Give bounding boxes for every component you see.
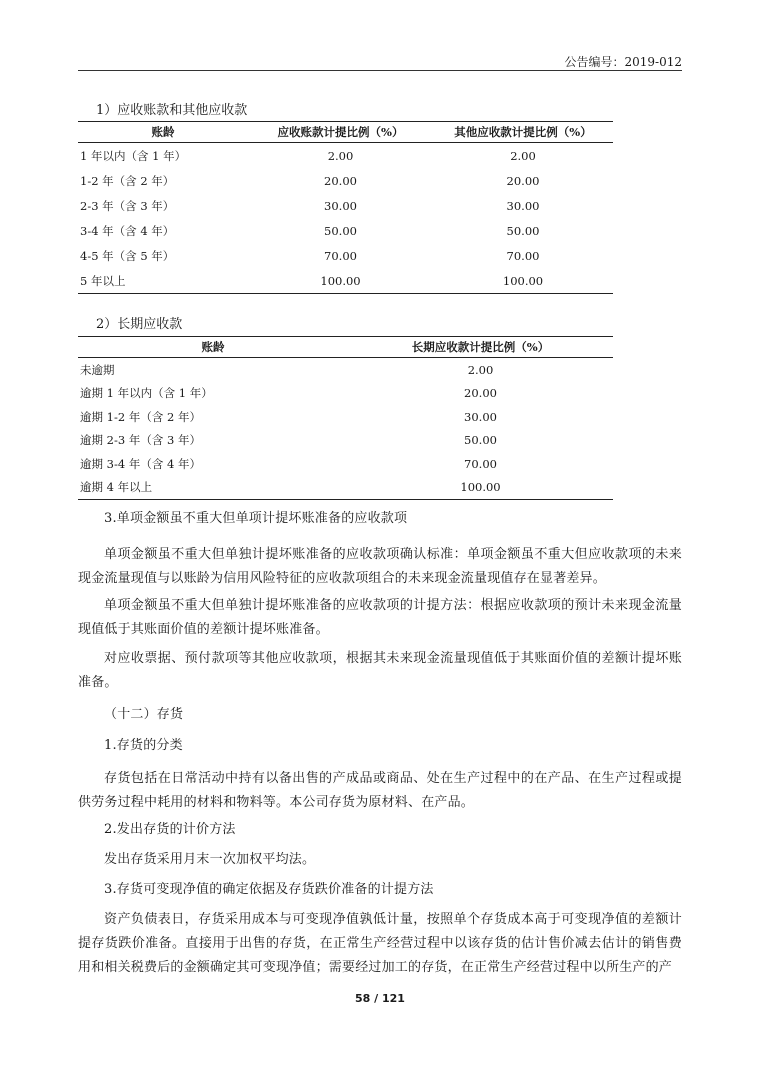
ratio-cell: 100.00 xyxy=(348,476,613,500)
table-row xyxy=(78,218,613,243)
header-divider xyxy=(78,70,682,71)
age-cell: 未逾期 xyxy=(80,362,115,377)
item-heading: 3.存货可变现净值的确定依据及存货跌价准备的计提方法 xyxy=(104,882,434,897)
ratio-cell: 70.00 xyxy=(464,456,497,471)
table-row xyxy=(78,268,613,294)
body-paragraph: 资产负债表日，存货采用成本与可变现净值孰低计量，按照单个存货成本高于可变现净值的差额计提存货跌价准备。直接用于出售的存货，在正常生产经营过程中以该存货的估计售价减去估计的销售费用和相关税费后的金额确定其可变现净值；需要经过加工的存货，在正常生产经营过程中以所生产的产 xyxy=(78,912,682,975)
long-term-receivables-table xyxy=(78,336,613,500)
ratio-cell: 20.00 xyxy=(324,173,357,188)
column-header: 应收账款计提比例（%） xyxy=(248,122,433,143)
body-paragraph: 单项金额虽不重大但单独计提坏账准备的应收款项确认标准：单项金额虽不重大但应收款项的未来现金流量现值与以账龄为信用风险特征的应收款项组合的未来现金流量现值存在显著差异。 xyxy=(78,547,682,586)
table-row xyxy=(78,476,613,500)
ratio-cell: 20.00 xyxy=(464,386,497,401)
section-heading-inventory: （十二）存货 xyxy=(104,707,184,722)
table-row xyxy=(78,143,613,169)
age-cell: 逾期 1 年以内（含 1 年） xyxy=(80,386,213,401)
table-row xyxy=(78,358,613,382)
ratio-cell: 2.00 xyxy=(327,148,354,163)
age-cell: 4-5 年（含 5 年） xyxy=(80,248,175,263)
announcement-code: 公告编号：2019-012 xyxy=(564,55,682,69)
ratio-cell: 100.00 xyxy=(433,268,613,294)
column-header: 长期应收款计提比例（%） xyxy=(348,337,613,358)
body-paragraph: 存货包括在日常活动中持有以备出售的产成品或商品、处在生产过程中的在产品、在生产过程或提供劳务过程中耗用的材料和物料等。本公司存货为原材料、在产品。 xyxy=(78,771,682,810)
ratio-cell: 30.00 xyxy=(464,409,497,424)
ratio-cell: 70.00 xyxy=(324,248,357,263)
item-heading: 3.单项金额虽不重大但单项计提坏账准备的应收款项 xyxy=(104,511,408,526)
item-heading: 1.存货的分类 xyxy=(104,738,183,753)
ratio-cell: 2.00 xyxy=(510,148,536,163)
table-row xyxy=(78,429,613,453)
item-heading: 2.发出存货的计价方法 xyxy=(104,822,236,837)
ratio-cell: 70.00 xyxy=(506,248,540,263)
age-cell: 逾期 3-4 年（含 4 年） xyxy=(80,456,201,471)
ratio-cell: 100.00 xyxy=(248,268,433,294)
age-cell: 2-3 年（含 3 年） xyxy=(80,198,175,213)
body-paragraph: 单项金额虽不重大但单独计提坏账准备的应收款项的计提方法：根据应收款项的预计未来现金流量现值低于其账面价值的差额计提坏账准备。 xyxy=(78,598,682,637)
table-row xyxy=(78,452,613,476)
page-number: 58 / 121 xyxy=(355,992,405,1005)
age-cell: 1 年以内（含 1 年） xyxy=(80,148,187,163)
age-cell: 3-4 年（含 4 年） xyxy=(80,223,175,238)
table-row xyxy=(78,405,613,429)
age-cell: 1-2 年（含 2 年） xyxy=(80,173,175,188)
age-cell: 逾期 1-2 年（含 2 年） xyxy=(80,409,201,424)
receivables-ratio-table xyxy=(78,121,613,294)
section-heading-receivables: 1）应收账款和其他应收款 xyxy=(96,103,248,118)
ratio-cell: 2.00 xyxy=(467,362,494,377)
table-row xyxy=(78,193,613,218)
age-cell: 逾期 4 年以上 xyxy=(78,476,348,500)
column-header: 账龄 xyxy=(78,337,348,358)
table-row xyxy=(78,382,613,406)
ratio-cell: 30.00 xyxy=(324,198,357,213)
table-header-row xyxy=(78,337,613,358)
body-paragraph: 对应收票据、预付款项等其他应收款项，根据其未来现金流量现值低于其账面价值的差额计提坏账准备。 xyxy=(78,651,682,690)
ratio-cell: 30.00 xyxy=(506,198,540,213)
column-header: 其他应收款计提比例（%） xyxy=(433,122,613,143)
table-row xyxy=(78,243,613,268)
column-header: 账龄 xyxy=(78,122,248,143)
ratio-cell: 50.00 xyxy=(506,223,540,238)
table-header-row xyxy=(78,122,613,143)
table-row xyxy=(78,168,613,193)
age-cell: 逾期 2-3 年（含 3 年） xyxy=(80,433,201,448)
age-cell: 5 年以上 xyxy=(78,268,248,294)
section-heading-long-term: 2）长期应收款 xyxy=(96,317,183,332)
ratio-cell: 50.00 xyxy=(464,433,497,448)
body-paragraph: 发出存货采用月末一次加权平均法。 xyxy=(104,852,316,867)
ratio-cell: 20.00 xyxy=(506,173,540,188)
ratio-cell: 50.00 xyxy=(324,223,357,238)
